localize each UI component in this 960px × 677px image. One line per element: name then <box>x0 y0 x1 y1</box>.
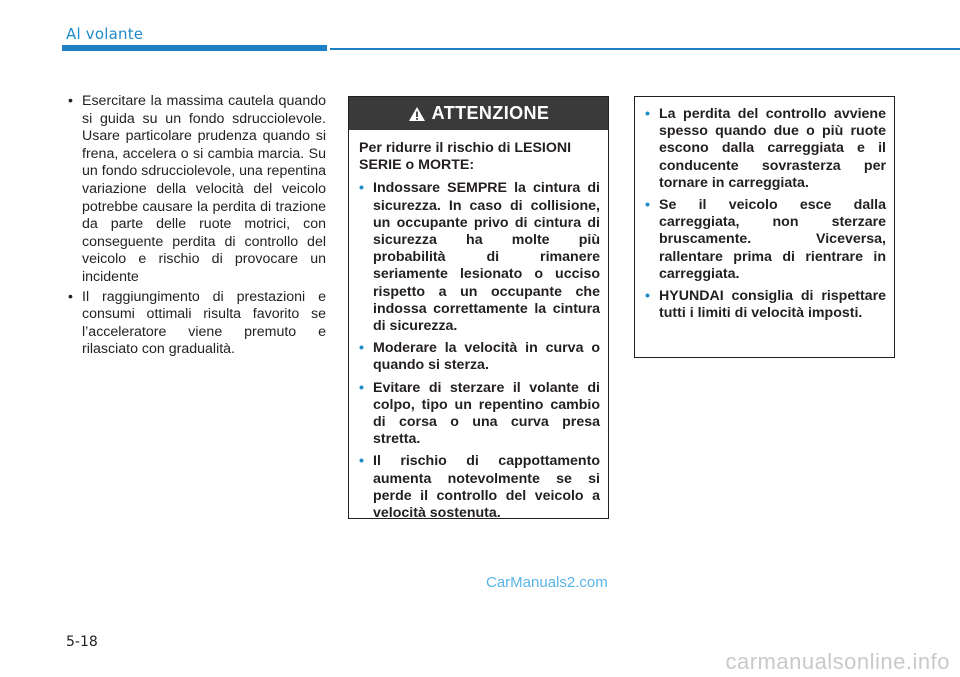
warning-body <box>349 130 608 522</box>
list-item <box>359 340 600 374</box>
list-item <box>66 93 326 287</box>
warning-box <box>348 96 609 522</box>
left-bullet-list <box>66 93 326 359</box>
list-item-text: Esercitare la massima cautela quando si guida su un fondo sdrucciolevole. Usare particolare prudenza quando si frena, accelera o si cambia marcia. Su un fondo sdrucciolevole, una repentina variazione della velocità del veicolo potrebbe causare la perdita di trazione da parte delle ruote motrici, con conseguente perdita di controllo del veicolo e rischio di provocare un incidente <box>82 93 326 285</box>
warning-title: ATTENZIONE <box>431 103 550 123</box>
list-item <box>645 197 886 283</box>
list-item <box>645 288 886 322</box>
header-rule-thin <box>330 48 960 50</box>
page-number: 5-18 <box>66 634 98 650</box>
header-rule-thick <box>62 45 327 51</box>
list-item-text: HYUNDAI consiglia di rispettare tutti i limiti di velocità imposti. <box>659 288 886 322</box>
bullet-icon: • <box>645 197 650 214</box>
bullet-icon: • <box>359 180 364 197</box>
list-item <box>645 106 886 192</box>
bullet-icon: • <box>645 288 650 305</box>
list-item <box>359 180 600 335</box>
list-item-text: Moderare la velocità in curva o quando si sterza. <box>373 340 600 374</box>
list-item-text: Il rischio di cappottamento aumenta notevolmente se si perde il controllo del veicolo a velocità sostenuta. <box>373 453 600 522</box>
bullet-icon: • <box>359 453 364 470</box>
section-title: Al volante <box>66 25 144 43</box>
list-item <box>359 380 600 449</box>
list-item-text: La perdita del controllo avviene spesso quando due o più ruote escono dalla carreggiata e il conducente sovrasterza per tornare in carreggiata. <box>659 106 886 191</box>
bullet-icon: • <box>359 340 364 357</box>
list-item-text: Indossare SEMPRE la cintura di sicurezza. In caso di collisione, un occupante privo di cintura di sicurezza ha molte più probabilità di rimanere seriamente lesionato o ucciso rispetto a un occupante che indossa correttamente la cintura di sicurezza. <box>373 180 600 335</box>
warning-list <box>359 180 600 522</box>
bullet-icon: • <box>359 379 364 396</box>
warning-list-continued <box>645 106 886 322</box>
list-item <box>359 453 600 522</box>
bullet-icon: • <box>645 106 650 122</box>
warning-triangle-icon <box>408 106 426 122</box>
bullet-icon: • <box>68 288 73 305</box>
list-item-text: Se il veicolo esce dalla carreggiata, non sterzare bruscamente. Viceversa, rallentare prima di rientrare in carreggiata. <box>659 197 886 282</box>
warning-box-continued <box>634 96 895 358</box>
warning-intro: Per ridurre il rischio di LESIONI SERIE o MORTE: <box>359 140 572 174</box>
list-item-text: Evitare di sterzare il volante di colpo, tipo un repentino cambio di corsa o una curva presa stretta. <box>373 379 600 448</box>
list-item <box>66 289 326 359</box>
warning-body-continued <box>635 97 894 322</box>
left-column <box>66 93 326 361</box>
warning-header <box>349 97 608 130</box>
list-item-text: Il raggiungimento di prestazioni e consumi ottimali risulta favorito se l’acceleratore viene premuto e rilasciato con gradualità. <box>82 288 326 358</box>
footer-brand: carmanualsonline.info <box>725 649 950 674</box>
watermark-link[interactable]: CarManuals2.com <box>486 574 608 591</box>
bullet-icon: • <box>68 93 73 109</box>
